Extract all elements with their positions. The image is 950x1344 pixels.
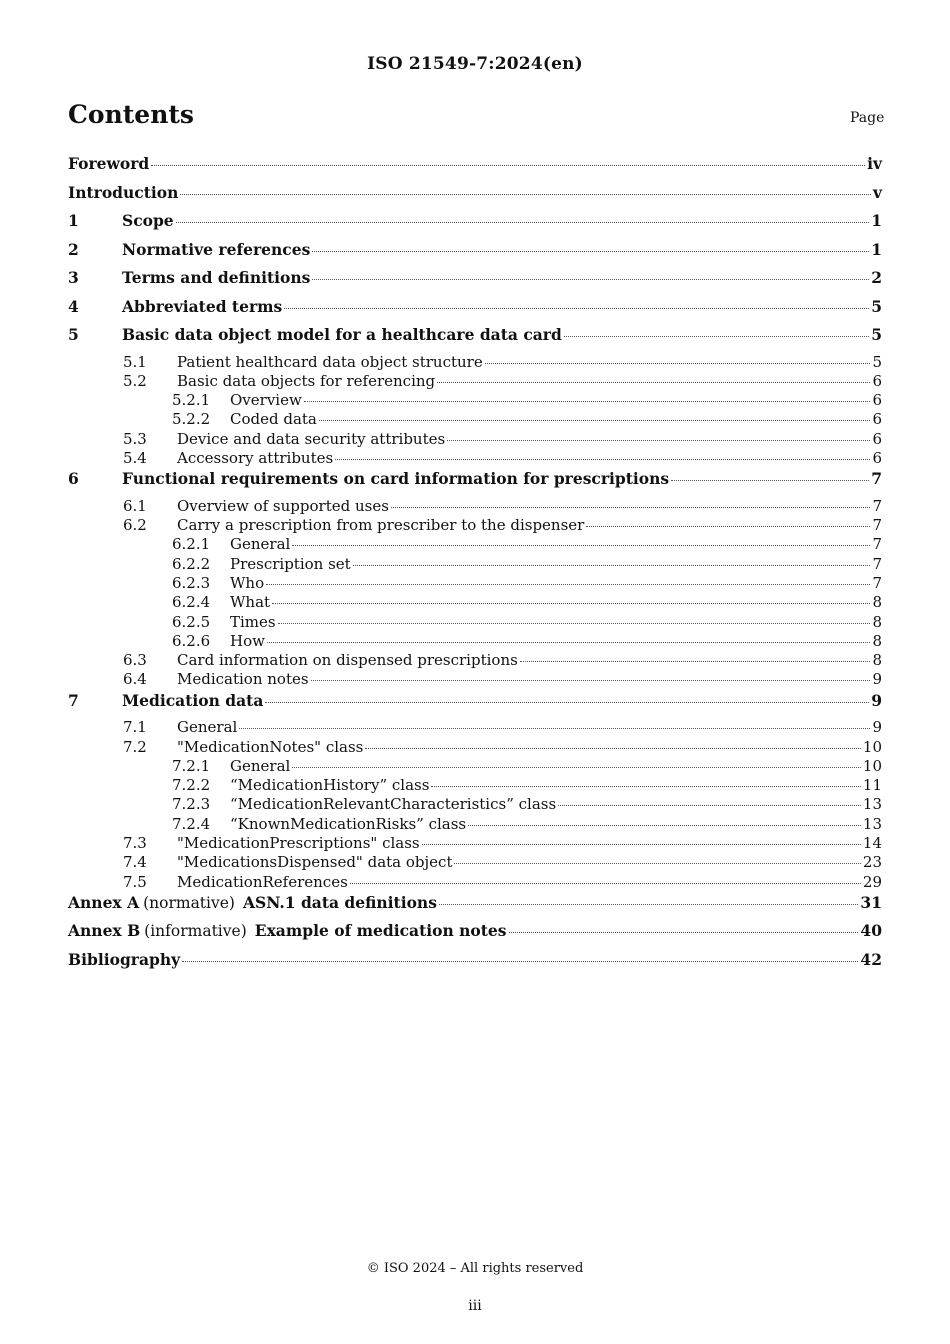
toc-entry-title: Carry a prescription from prescriber to the dispenser (177, 516, 585, 535)
toc-entry-number: 7.2.4 (172, 814, 211, 833)
toc-entry-title: Accessory attributes (177, 448, 334, 467)
toc-entry[interactable] (68, 795, 882, 814)
toc-entry-title: “MedicationRelevantCharacteristics” class (230, 795, 557, 814)
toc-entry-number: 6.2.4 (172, 593, 211, 612)
toc-entry-title: Basic data objects for referencing (177, 371, 436, 390)
toc-entry[interactable] (68, 834, 882, 853)
toc-annex-type: (informative) (144, 922, 247, 941)
toc-entry-page: 7 (872, 573, 882, 592)
toc-entry[interactable] (68, 239, 882, 268)
toc-dot-leader (311, 680, 871, 681)
toc-entry-title: MedicationReferences (177, 872, 348, 891)
toc-dot-leader (671, 480, 869, 481)
toc-dot-leader (422, 844, 861, 845)
toc-entry[interactable] (68, 920, 882, 949)
toc-entry-number: 5.2.1 (172, 391, 211, 410)
toc-dot-leader (485, 363, 871, 364)
toc-dot-leader (447, 440, 870, 441)
toc-entry-page: 5 (872, 352, 882, 371)
toc-dot-leader (180, 194, 871, 195)
toc-entry-title: Prescription set (230, 554, 351, 573)
toc-entry-page: 5 (871, 325, 882, 344)
toc-entry[interactable] (68, 353, 882, 372)
toc-entry[interactable] (68, 949, 882, 978)
toc-entry-page: 5 (871, 296, 882, 316)
toc-entry-title: Medication data (122, 690, 264, 710)
toc-dot-leader (391, 507, 871, 508)
toc-entry-title: Normative references (122, 239, 311, 259)
toc-entry-number: 6.2.6 (172, 631, 211, 650)
toc-entry-number: 7.2.2 (172, 776, 211, 795)
toc-entry[interactable] (68, 410, 882, 429)
toc-entry[interactable] (68, 776, 882, 795)
toc-annex-label: Annex A (68, 892, 140, 912)
toc-entry[interactable] (68, 892, 882, 921)
toc-entry-page: 13 (862, 814, 882, 833)
toc-entry-title: Patient healthcard data object structure (177, 352, 483, 371)
toc-entry[interactable] (68, 324, 882, 353)
toc-entry-number: 6.2 (123, 516, 147, 535)
toc-entry-number: 6.2.5 (172, 612, 211, 631)
toc-entry[interactable] (68, 670, 882, 689)
toc-dot-leader (350, 883, 861, 884)
toc-entry-title: Scope (122, 211, 174, 230)
toc-dot-leader (176, 222, 870, 223)
toc-entry-number: 5.4 (123, 448, 147, 467)
toc-entry-title: ASN.1 data definitions (242, 892, 437, 912)
document-id-header: ISO 21549-7:2024(en) (367, 54, 583, 74)
toc-entry[interactable] (68, 853, 882, 872)
toc-dot-leader (468, 825, 861, 826)
toc-dot-leader (292, 767, 861, 768)
toc-entry-title: Bibliography (68, 949, 181, 969)
toc-entry-number: 7.4 (123, 853, 147, 872)
toc-entry[interactable] (68, 296, 882, 325)
page-number: iii (468, 1298, 482, 1314)
toc-entry-page: 7 (872, 516, 882, 535)
toc-dot-leader (509, 932, 859, 933)
toc-dot-leader (266, 584, 870, 585)
toc-entry-number: 7 (68, 690, 79, 710)
toc-entry[interactable] (68, 632, 882, 651)
toc-entry[interactable] (68, 267, 882, 296)
toc-entry[interactable] (68, 690, 882, 719)
toc-entry-page: 6 (872, 391, 882, 410)
toc-entry[interactable] (68, 372, 882, 391)
toc-entry-page: 8 (872, 612, 882, 631)
toc-dot-leader (520, 661, 871, 662)
toc-dot-leader (558, 805, 861, 806)
toc-entry-number: 6.1 (123, 496, 147, 515)
toc-entry-page: 2 (871, 268, 882, 287)
toc-entry-page: 23 (862, 853, 882, 872)
toc-entry-number: 4 (68, 296, 79, 316)
toc-entry[interactable] (68, 516, 882, 535)
toc-entry-title: Introduction (68, 182, 179, 202)
toc-dot-leader (267, 642, 871, 643)
toc-entry-page: 9 (872, 718, 882, 737)
toc-entry[interactable] (68, 182, 882, 211)
toc-entry[interactable] (68, 873, 882, 892)
toc-entry-page: v (872, 182, 882, 202)
toc-entry-number: 7.1 (123, 718, 147, 737)
toc-entry-title: Foreword (68, 154, 150, 173)
toc-entry-page: 9 (871, 690, 882, 710)
toc-entry-page: 11 (862, 776, 882, 795)
toc-entry-page: 40 (860, 921, 882, 941)
toc-entry[interactable] (68, 718, 882, 737)
toc-entry-number: 7.2 (123, 737, 147, 756)
toc-dot-leader (284, 308, 869, 309)
toc-entry-title: Example of medication notes (254, 921, 507, 941)
toc-entry-title: "MedicationsDispensed" data object (177, 853, 453, 872)
toc-dot-leader (182, 961, 858, 962)
toc-entry-title: Times (230, 612, 276, 631)
toc-entry-number: 6.2.3 (172, 573, 211, 592)
toc-dot-leader (365, 748, 861, 749)
toc-entry-number: 6.2.2 (172, 554, 211, 573)
toc-entry-page: 8 (872, 651, 882, 670)
toc-entry-page: 31 (860, 892, 882, 912)
toc-annex-type: (normative) (143, 893, 235, 912)
toc-dot-leader (319, 420, 871, 421)
toc-entry-title: "MedicationPrescriptions" class (177, 834, 420, 853)
toc-dot-leader (335, 459, 870, 460)
toc-entry-page: 7 (872, 496, 882, 515)
toc-entry-title: General (177, 718, 238, 737)
toc-dot-leader (292, 545, 870, 546)
toc-entry-number: 3 (68, 268, 79, 287)
toc-entry-number: 5.2.2 (172, 410, 211, 429)
toc-entry-page: 8 (872, 593, 882, 612)
toc-dot-leader (564, 336, 869, 337)
toc-annex-label: Annex B (68, 921, 141, 941)
toc-dot-leader (265, 702, 869, 703)
toc-entry-page: 10 (862, 756, 882, 775)
toc-entry[interactable] (68, 497, 882, 516)
page-column-label: Page (850, 110, 885, 126)
table-of-contents (68, 153, 882, 977)
toc-entry-title: Who (230, 573, 265, 592)
toc-dot-leader (437, 382, 870, 383)
toc-entry[interactable] (68, 391, 882, 410)
toc-entry-title: How (230, 631, 265, 650)
toc-entry[interactable] (68, 757, 882, 776)
toc-entry-title: Functional requirements on card information for prescriptions (122, 469, 670, 489)
toc-entry-title: Coded data (230, 410, 317, 429)
toc-entry-page: 14 (862, 834, 882, 853)
toc-entry-number: 7.2.1 (172, 756, 211, 775)
toc-entry-title: General (230, 535, 291, 554)
toc-entry-page: 29 (862, 872, 882, 891)
toc-entry-number: 7.2.3 (172, 795, 211, 814)
toc-entry-page: 10 (862, 737, 882, 756)
toc-entry-title: “MedicationHistory” class (230, 776, 430, 795)
toc-dot-leader (239, 728, 870, 729)
toc-entry[interactable] (68, 593, 882, 612)
toc-entry[interactable] (68, 468, 882, 497)
toc-dot-leader (353, 565, 871, 566)
toc-entry-number: 2 (68, 239, 79, 259)
toc-entry[interactable] (68, 613, 882, 632)
toc-entry-number: 5 (68, 325, 79, 344)
toc-entry-number: 7.5 (123, 872, 147, 891)
toc-entry-title: “KnownMedicationRisks” class (230, 814, 467, 833)
toc-entry-number: 6.3 (123, 651, 147, 670)
toc-entry-number: 5.3 (123, 429, 147, 448)
toc-entry-page: 1 (871, 211, 882, 230)
toc-entry-title: Medication notes (177, 670, 309, 689)
toc-dot-leader (151, 165, 865, 166)
toc-entry-title: What (230, 593, 271, 612)
toc-entry-page: iv (867, 154, 882, 173)
toc-entry-title: Overview of supported uses (177, 496, 389, 515)
toc-entry-number: 5.1 (123, 352, 147, 371)
toc-entry-title: Overview (230, 391, 302, 410)
toc-entry-number: 1 (68, 211, 79, 230)
toc-entry-page: 6 (872, 371, 882, 390)
toc-entry-page: 6 (872, 410, 882, 429)
toc-entry-page: 42 (860, 949, 882, 969)
toc-dot-leader (439, 904, 858, 905)
toc-entry-number: 6.2.1 (172, 535, 211, 554)
toc-entry-number: 7.3 (123, 834, 147, 853)
toc-dot-leader (312, 251, 869, 252)
toc-entry-page: 6 (872, 429, 882, 448)
toc-entry[interactable] (68, 555, 882, 574)
toc-entry[interactable] (68, 815, 882, 834)
toc-entry-number: 6.4 (123, 670, 147, 689)
toc-entry-title: "MedicationNotes" class (177, 737, 364, 756)
toc-entry[interactable] (68, 153, 882, 182)
toc-dot-leader (312, 279, 869, 280)
toc-dot-leader (304, 401, 871, 402)
toc-entry-title: Device and data security attributes (177, 429, 446, 448)
toc-entry[interactable] (68, 651, 882, 670)
toc-entry-number: 5.2 (123, 371, 147, 390)
toc-entry-page: 9 (872, 670, 882, 689)
toc-dot-leader (278, 623, 871, 624)
contents-heading: Contents (68, 100, 195, 129)
toc-entry[interactable] (68, 738, 882, 757)
toc-entry-page: 7 (872, 554, 882, 573)
copyright-notice: © ISO 2024 – All rights reserved (366, 1261, 584, 1276)
toc-dot-leader (272, 603, 870, 604)
toc-entry[interactable] (68, 210, 882, 239)
toc-entry-title: Basic data object model for a healthcare data card (122, 325, 562, 344)
toc-dot-leader (431, 786, 860, 787)
toc-entry[interactable] (68, 449, 882, 468)
toc-entry[interactable] (68, 574, 882, 593)
toc-entry[interactable] (68, 430, 882, 449)
toc-entry-page: 7 (871, 469, 882, 489)
toc-entry-title: Card information on dispensed prescriptions (177, 651, 518, 670)
toc-entry-page: 7 (872, 535, 882, 554)
toc-dot-leader (454, 863, 860, 864)
toc-entry-page: 13 (862, 795, 882, 814)
toc-entry-title: Terms and definitions (122, 268, 311, 287)
toc-entry-page: 1 (871, 239, 882, 259)
toc-entry-title: Abbreviated terms (122, 296, 283, 316)
toc-entry-page: 8 (872, 631, 882, 650)
toc-entry-number: 6 (68, 469, 79, 489)
toc-entry-title: General (230, 756, 291, 775)
toc-dot-leader (586, 526, 870, 527)
toc-entry[interactable] (68, 535, 882, 554)
toc-entry-page: 6 (872, 448, 882, 467)
